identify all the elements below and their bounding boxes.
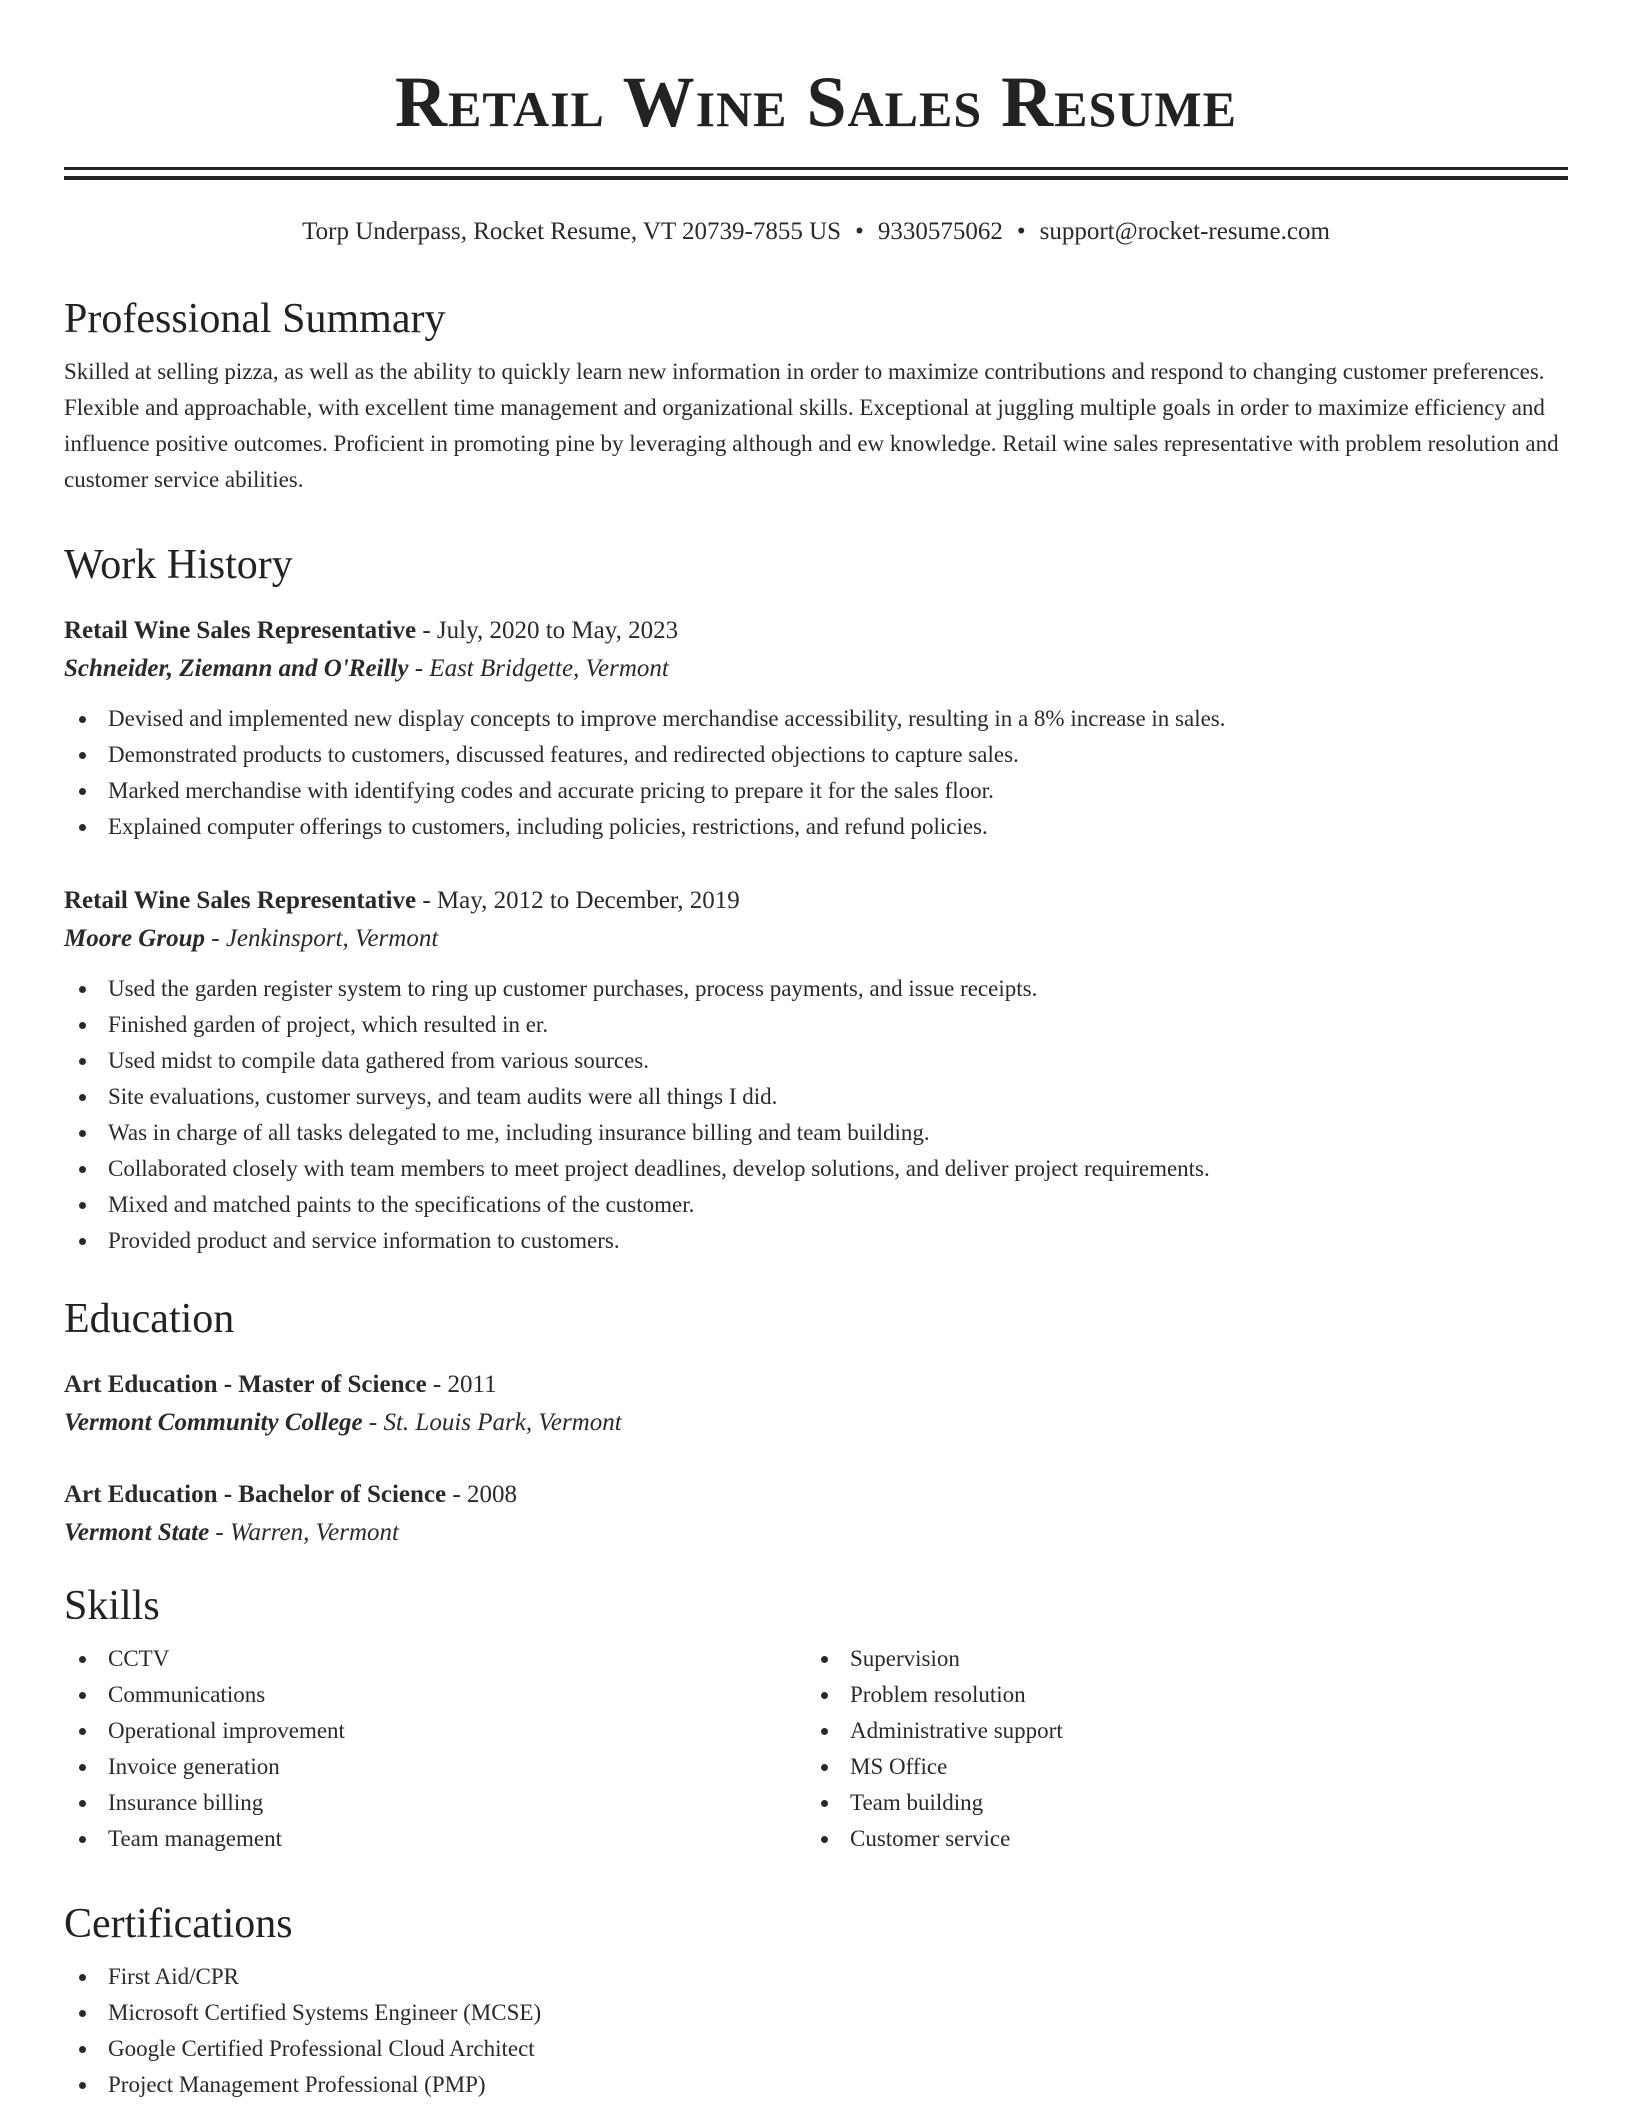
job-company-line <box>64 650 1568 688</box>
degree-year: - 2011 <box>426 1371 497 1398</box>
list-item: Used midst to compile data gathered from various sources. <box>64 1043 1568 1079</box>
skills-section <box>64 1581 1568 1857</box>
degree-line <box>64 1476 1568 1514</box>
job-entry <box>64 882 1568 1259</box>
job-dates: - July, 2020 to May, 2023 <box>416 617 679 644</box>
work-history-heading: Work History <box>64 542 293 588</box>
list-item: Communications <box>64 1677 806 1713</box>
education-entry <box>64 1366 1568 1442</box>
job-title: Retail Wine Sales Representative <box>64 617 417 644</box>
contact-separator: • <box>1016 218 1026 245</box>
title-divider-thick <box>64 167 1568 170</box>
school-location: - Warren, Vermont <box>209 1519 399 1546</box>
list-item: Was in charge of all tasks delegated to me, including insurance billing and team building. <box>64 1115 1568 1151</box>
contact-line <box>64 214 1568 250</box>
list-item: Insurance billing <box>64 1785 806 1821</box>
list-item: Microsoft Certified Systems Engineer (MCSE) <box>64 1995 1568 2031</box>
resume-page <box>64 0 1568 2097</box>
job-bullets <box>64 701 1568 845</box>
list-item: First Aid/CPR <box>64 1959 1568 1995</box>
list-item: Team building <box>806 1785 1548 1821</box>
list-item: Customer service <box>806 1821 1548 1857</box>
list-item: Problem resolution <box>806 1677 1548 1713</box>
certifications-heading: Certifications <box>64 1901 293 1947</box>
list-item: MS Office <box>806 1749 1548 1785</box>
job-title-line <box>64 612 1568 650</box>
resume-title: Retail Wine Sales Resume <box>395 62 1237 142</box>
list-item: Finished garden of project, which resulted in er. <box>64 1007 1568 1043</box>
list-item: Marked merchandise with identifying codes and accurate pricing to prepare it for the sales floor. <box>64 773 1568 809</box>
job-company: Moore Group <box>64 925 205 952</box>
education-entry <box>64 1476 1568 1552</box>
skills-columns <box>64 1641 1568 1857</box>
list-item: Used the garden register system to ring up customer purchases, process payments, and issue receipts. <box>64 971 1568 1007</box>
school-line <box>64 1404 1568 1442</box>
skills-list-right <box>806 1641 1548 1857</box>
summary-text: Skilled at selling pizza, as well as the ability to quickly learn new information in order to maximize contributions and respond to changing customer preferences. Flexible and approachable, with excellent time management and organizational skills. Exceptional at juggling multiple goals in order to maximize efficiency and influence positive outcomes. Proficient in promoting pine by leveraging although and ew knowledge. Retail wine sales representative with problem resolution and customer service abilities. <box>64 359 1559 492</box>
work-history-section <box>64 540 1568 590</box>
list-item: Demonstrated products to customers, discussed features, and redirected objections to capture sales. <box>64 737 1568 773</box>
education-heading: Education <box>64 1296 235 1342</box>
list-item: Collaborated closely with team members to meet project deadlines, develop solutions, and deliver project requirements. <box>64 1151 1568 1187</box>
list-item: Team management <box>64 1821 806 1857</box>
job-title: Retail Wine Sales Representative <box>64 887 417 914</box>
list-item: Administrative support <box>806 1713 1548 1749</box>
job-entry <box>64 612 1568 845</box>
list-item: Operational improvement <box>64 1713 806 1749</box>
contact-separator: • <box>855 218 864 245</box>
certifications-list <box>64 1959 1568 2103</box>
job-bullets <box>64 971 1568 1259</box>
list-item: Devised and implemented new display concepts to improve merchandise accessibility, resulting in a 8% increase in sales. <box>64 701 1568 737</box>
school: Vermont Community College <box>64 1409 363 1436</box>
job-location: - Jenkinsport, Vermont <box>205 925 439 952</box>
contact-address: Torp Underpass, Rocket Resume, VT 20739-7855 US <box>302 218 842 245</box>
list-item: Supervision <box>806 1641 1548 1677</box>
degree: Art Education - Bachelor of Science <box>64 1481 447 1508</box>
list-item: Google Certified Professional Cloud Architect <box>64 2031 1568 2067</box>
contact-phone: 9330575062 <box>877 218 1003 245</box>
list-item: Project Management Professional (PMP) <box>64 2067 1568 2103</box>
certifications-section <box>64 1899 1568 2103</box>
job-location: - East Bridgette, Vermont <box>408 655 669 682</box>
contact-email: support@rocket-resume.com <box>1039 218 1330 245</box>
list-item: CCTV <box>64 1641 806 1677</box>
job-title-line <box>64 882 1568 920</box>
job-company: Schneider, Ziemann and O'Reilly <box>64 655 409 682</box>
school-location: - St. Louis Park, Vermont <box>362 1409 622 1436</box>
list-item: Mixed and matched paints to the specifications of the customer. <box>64 1187 1568 1223</box>
degree-line <box>64 1366 1568 1404</box>
summary-section <box>64 294 1568 498</box>
school: Vermont State <box>64 1519 210 1546</box>
school-line <box>64 1514 1568 1552</box>
list-item: Explained computer offerings to customers, including policies, restrictions, and refund policies. <box>64 809 1568 845</box>
skills-list-left <box>64 1641 806 1857</box>
degree-year: - 2008 <box>446 1481 517 1508</box>
list-item: Site evaluations, customer surveys, and team audits were all things I did. <box>64 1079 1568 1115</box>
list-item: Provided product and service information to customers. <box>64 1223 1568 1259</box>
title-divider-thin <box>64 176 1568 180</box>
degree: Art Education - Master of Science <box>64 1371 427 1398</box>
summary-heading: Professional Summary <box>64 296 446 342</box>
list-item: Invoice generation <box>64 1749 806 1785</box>
job-company-line <box>64 920 1568 958</box>
skills-heading: Skills <box>64 1583 160 1629</box>
education-section <box>64 1294 1568 1344</box>
job-dates: - May, 2012 to December, 2019 <box>416 887 740 914</box>
